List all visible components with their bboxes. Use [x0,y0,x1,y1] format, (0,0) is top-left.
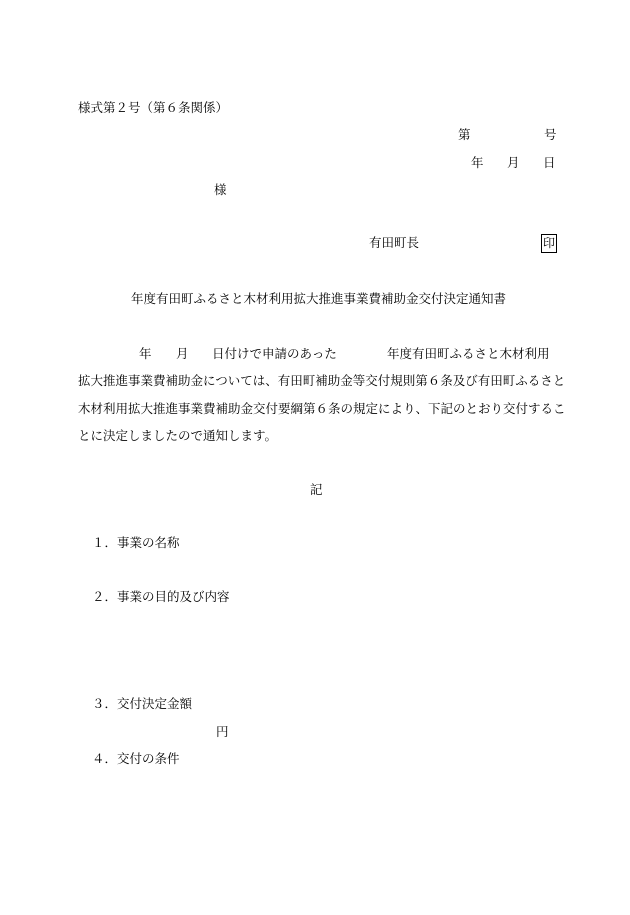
item-3: ３．交付決定金額 [92,696,193,711]
item-2: ２．事業の目的及び内容 [92,589,230,604]
addressee-suffix: 様 [214,182,227,197]
document-title: 年度有田町ふるさと木材利用拡大推進事業費補助金交付決定通知書 [131,291,507,306]
sender-name: 有田町長 [369,235,420,250]
yen-unit: 円 [216,724,229,739]
seal-box: 印 [541,234,557,253]
date-year: 年 [471,155,484,170]
body-line1-tail: 年度有田町ふるさと木材利用 [387,346,550,361]
body-line1-month: 月 [176,346,189,361]
doc-number-prefix: 第 [458,127,471,142]
ki-heading: 記 [310,482,323,497]
body-line1-year: 年 [139,346,152,361]
body-line1-rest: 日付けで申請のあった [212,346,337,361]
date-day: 日 [543,155,556,170]
date-month: 月 [507,155,520,170]
item-4: ４．交付の条件 [92,751,180,766]
body-line3: 木材利用拡大推進事業費補助金交付要綱第６条の規定により、下記のとおり交付するこ [78,401,566,416]
doc-number-suffix: 号 [544,127,557,142]
item-1: １．事業の名称 [92,535,180,550]
body-line2: 拡大推進事業費補助金については、有田町補助金等交付規則第６条及び有田町ふるさと [78,373,566,388]
form-label: 様式第２号（第６条関係） [78,100,229,115]
body-line4: とに決定しましたので通知します。 [78,428,278,443]
